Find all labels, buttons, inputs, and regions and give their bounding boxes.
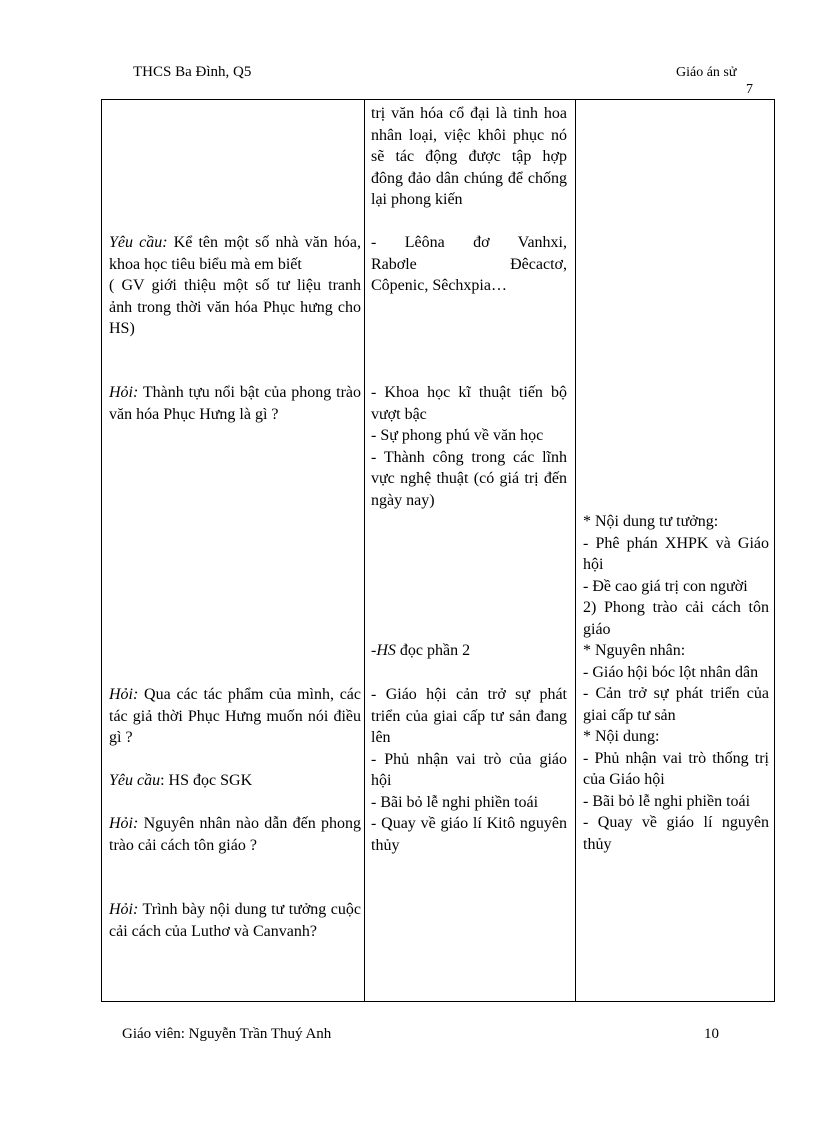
page-number: 10 (704, 1026, 719, 1042)
question-text: Thành tựu nổi bật của phong trào văn hóa Phục Hưng là gì ? (109, 384, 361, 423)
footer-teacher: Giáo viên: Nguyễn Trần Thuý Anh (122, 1026, 332, 1042)
request-label: Yêu cầu (109, 772, 161, 789)
content-line: * Nguyên nhân: (583, 642, 686, 659)
activity-request-2 (109, 770, 361, 792)
answer-block-3 (371, 382, 567, 511)
answer-block-4 (371, 640, 567, 662)
answer-block-5 (371, 684, 567, 856)
request-text: : HS đọc SGK (160, 772, 253, 789)
answer-line: Côpenic, Sêchxpia… (371, 277, 507, 294)
activity-question-4 (109, 899, 361, 942)
content-line: * Nội dung tư tưởng: (583, 513, 719, 530)
content-block (583, 511, 769, 855)
activity-question-3 (109, 813, 361, 856)
request-label: Yêu cầu: (109, 234, 168, 251)
answer-word: Đêcactơ, (510, 255, 567, 273)
question-label: Hỏi: (109, 384, 139, 401)
header-school: THCS Ba Đình, Q5 (133, 64, 252, 80)
answer-item: - Sự phong phú về văn học (371, 427, 544, 444)
answer-block-2 (371, 232, 567, 297)
content-line: * Nội dung: (583, 728, 660, 745)
content-line: 2) Phong trào cải cách tôn giáo (583, 599, 769, 638)
header-subject-text: Giáo án sử (676, 65, 737, 80)
column-divider-1 (364, 100, 365, 1001)
answer-block-1 (371, 103, 567, 211)
question-text: Qua các tác phẩm của mình, các tác giả thời Phục Hưng muốn nói điều gì ? (109, 686, 361, 746)
question-text: Trình bày nội dung tư tưởng cuộc cải cách của Luthơ và Canvanh? (109, 901, 361, 940)
answer-word: Rabơle (371, 255, 417, 273)
answer-line: - Lêôna đơ Vanhxi, (371, 234, 567, 251)
content-line: - Quay về giáo lí nguyên thủy (583, 814, 769, 853)
question-label: Hỏi: (109, 901, 139, 918)
teacher-note: ( GV giới thiệu một số tư liệu tranh ảnh trong thời văn hóa Phục hưng cho HS) (109, 277, 361, 337)
activity-request-1 (109, 232, 361, 340)
content-line: - Giáo hội bóc lột nhân dân (583, 663, 759, 681)
answer-text: trị văn hóa cổ đại là tinh hoa nhân loại, việc khôi phục nó sẽ tác động được tập hợp đông đảo dân chúng để chống lại phong kiến (371, 105, 567, 208)
request-text: Kể tên một số nhà văn hóa, khoa học tiêu biểu mà em biết (109, 234, 361, 273)
content-line: - Cản trở sự phát triển của giai cấp tư sản (583, 685, 769, 724)
activity-question-2 (109, 684, 361, 749)
content-line: - Phê phán XHPK và Giáo hội (583, 534, 769, 573)
content-line: - Phủ nhận vai trò thống trị của Giáo hội (583, 749, 769, 788)
question-label: Hỏi: (109, 815, 139, 832)
activity-question-1 (109, 382, 361, 425)
student-label: -HS (371, 642, 396, 659)
header-subject (676, 64, 756, 98)
answer-item: - Giáo hội cản trở sự phát triển của giai cấp tư sản đang lên (371, 686, 567, 746)
answer-item: - Phủ nhận vai trò của giáo hội (371, 750, 567, 789)
answer-item: - Quay về giáo lí Kitô nguyên thủy (371, 815, 567, 854)
lesson-table (101, 99, 775, 1002)
content-line: - Bãi bỏ lễ nghi phiền toái (583, 792, 751, 810)
answer-item: - Bãi bỏ lễ nghi phiền toái (371, 793, 539, 811)
column-divider-2 (575, 100, 576, 1001)
answer-item: - Khoa học kĩ thuật tiến bộ vượt bậc (371, 384, 567, 423)
answer-item: - Thành công trong các lĩnh vực nghệ thuật (có giá trị đến ngày nay) (371, 448, 567, 509)
header-grade: 7 (746, 82, 753, 97)
question-label: Hỏi: (109, 686, 139, 703)
content-line: - Đề cao giá trị con người (583, 577, 748, 595)
answer-text: đọc phần 2 (395, 642, 471, 659)
question-text: Nguyên nhân nào dẫn đến phong trào cải cách tôn giáo ? (109, 815, 361, 854)
